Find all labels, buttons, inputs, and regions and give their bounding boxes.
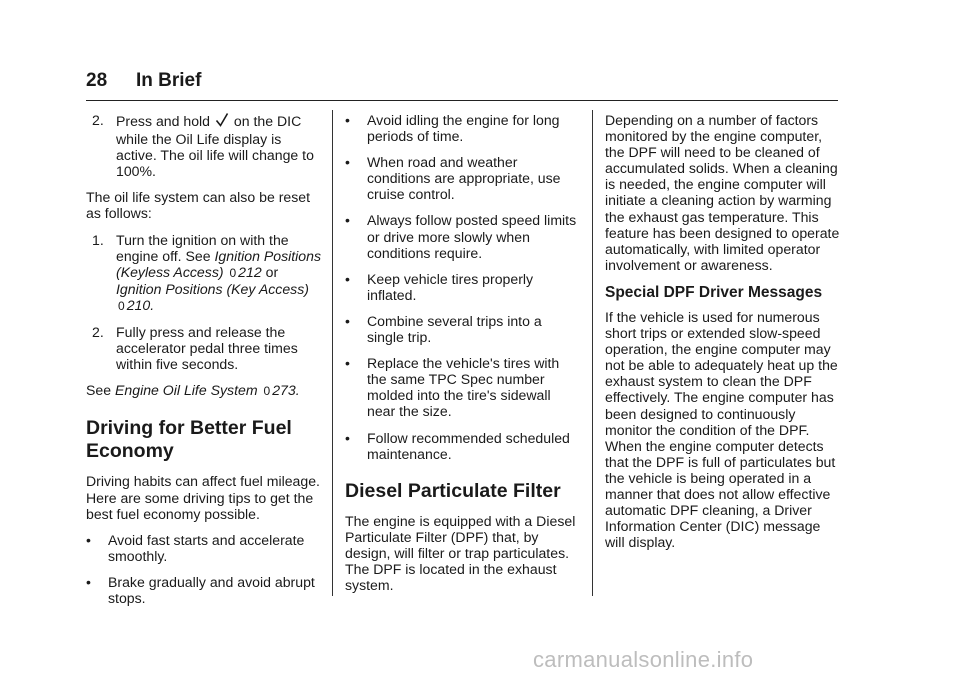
xref-link-keyless[interactable]: Ignition Positions (Keyless Access) — [116, 247, 322, 280]
bullet-icon: • — [345, 270, 350, 287]
page-number: 28 — [86, 70, 108, 91]
bullet-icon: • — [345, 429, 350, 446]
bullet-icon: • — [345, 154, 350, 171]
checkmark-icon — [215, 112, 229, 131]
heading-fuel-economy: Driving for Better Fuel Economy — [86, 417, 292, 463]
reset-intro: The oil life system can also be reset as follows: — [86, 189, 311, 222]
watermark: carmanualsonline.info — [533, 647, 754, 672]
column-divider-2 — [592, 110, 593, 596]
column-1 — [86, 112, 322, 616]
bullet-icon: • — [345, 355, 350, 372]
section-title: In Brief — [136, 70, 202, 91]
list-item: • Follow recommended scheduled maintenance. — [345, 429, 570, 462]
reset-step-1: 1. Turn the ignition on with the engine off. See Ignition Positions (Keyless Access) 0 212 or Ignition Positions (Key Access) 0 210. — [92, 231, 322, 313]
xref-link-key-access[interactable]: Ignition Positions (Key Access) — [116, 280, 309, 297]
see-reference: See Engine Oil Life System 0 273. — [86, 382, 300, 399]
list-item: • Brake gradually and avoid abrupt stops. — [86, 573, 315, 606]
list-item: • When road and weather conditions are appropriate, use cruise control. — [345, 154, 561, 203]
list-item: • Avoid fast starts and accelerate smoothly. — [86, 531, 305, 564]
dpf-text: The engine is equipped with a Diesel Particulate Filter (DPF) that, by design, will filter or trap particulates. The DPF is located in the exhaust system. — [345, 512, 576, 594]
column-3 — [605, 112, 841, 560]
dpf-messages-text: If the vehicle is used for numerous short trips or extended slow-speed operation, the engine computer may not be able to adequately heat up the exhaust system to clean the DPF effectively. The engine computer has been designed to continuously monitor the condition of the DPF. When the engine computer detects that the DPF is full of particulates but the vehicle is being operated in a manner that does not allow effective automatic DPF cleaning, a Driver Information Center (DIC) message will display. — [605, 308, 838, 551]
reset-step-2: 2. Fully press and release the accelerator pedal three times within five seconds. — [92, 324, 298, 373]
xref-icon: 0 — [263, 384, 271, 399]
bullet-icon: • — [345, 112, 350, 128]
oil-life-step-2: 2. Press and hold on the DIC while the Oil Life display is active. The oil life will change to 100%. — [92, 112, 314, 180]
heading-dpf-messages: Special DPF Driver Messages — [605, 283, 823, 301]
page-header — [86, 70, 838, 106]
xref-link-oil-life[interactable]: Engine Oil Life System — [115, 382, 258, 399]
heading-dpf: Diesel Particulate Filter — [345, 479, 561, 502]
header-rule — [86, 100, 838, 101]
bullet-icon: • — [86, 531, 91, 548]
list-item: • Avoid idling the engine for long periods of time. — [345, 112, 560, 145]
fuel-economy-intro: Driving habits can affect fuel mileage. Here are some driving tips to get the best fuel economy possible. — [86, 473, 320, 522]
bullet-icon: • — [345, 312, 350, 329]
list-item: • Combine several trips into a single trip. — [345, 312, 542, 346]
column-divider-1 — [332, 110, 333, 596]
dpf-cleaning-text: Depending on a number of factors monitored by the engine computer, the DPF will need to be cleaned of accumulated solids. When a cleaning is needed, the engine computer will initiate a cleaning action by warming the exhaust gas temperature. This feature has been designed to operate automatically, with limited operator involvement or awareness. — [605, 112, 840, 273]
bullet-icon: • — [86, 573, 91, 590]
column-2 — [345, 112, 581, 603]
xref-icon: 0 — [118, 298, 125, 313]
list-item: • Keep vehicle tires properly inflated. — [345, 270, 534, 303]
list-item: • Always follow posted speed limits or drive more slowly when conditions require. — [345, 212, 577, 261]
bullet-icon: • — [345, 212, 350, 229]
xref-icon: 0 — [229, 265, 237, 280]
list-item: • Replace the vehicle's tires with the same TPC Spec number molded into the tire's sidewall near the size. — [345, 355, 560, 420]
